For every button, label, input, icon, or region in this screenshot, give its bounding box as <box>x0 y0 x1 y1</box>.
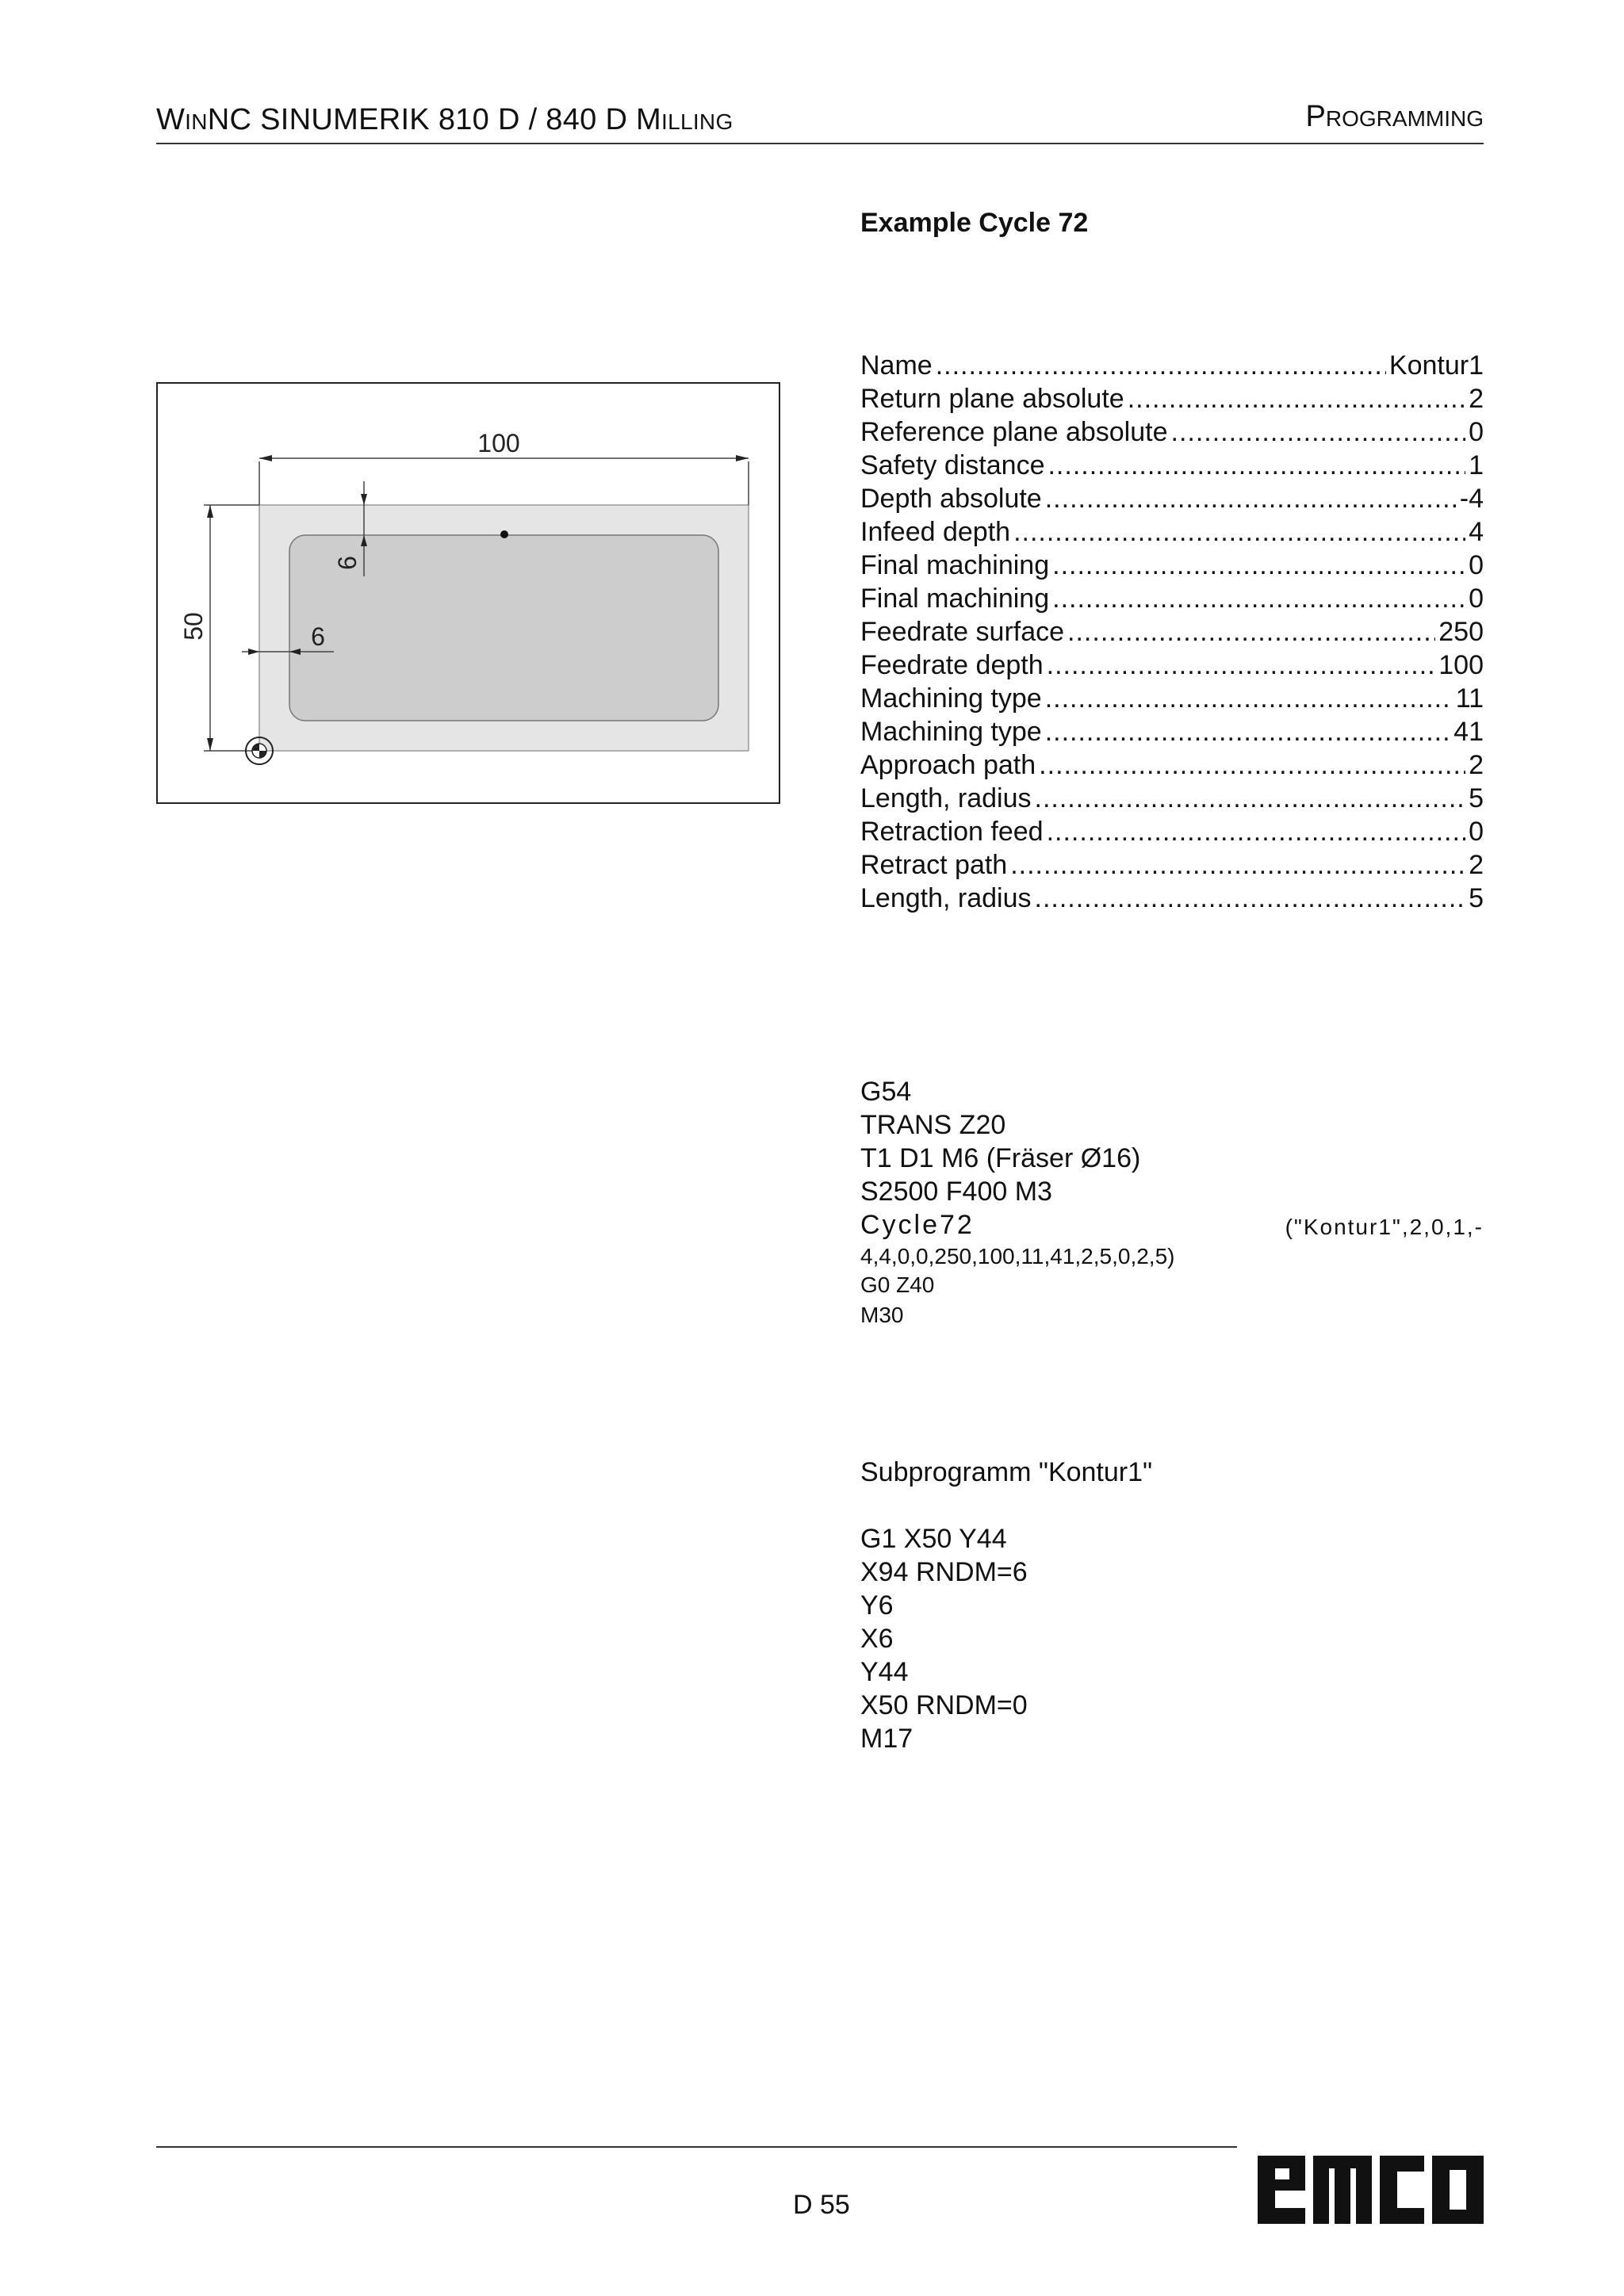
page-number: D 55 <box>793 2190 850 2220</box>
code-line: Y44 <box>860 1657 909 1687</box>
code-line: M17 <box>860 1724 914 1754</box>
start-point <box>500 530 508 538</box>
cycle-call <box>860 1208 1484 1242</box>
list-item: Retraction feed ..... 0 <box>860 815 1484 848</box>
header-section: PROGRAMMING <box>1305 100 1484 133</box>
list-item: Infeed depth ..... 4 <box>860 515 1484 549</box>
offset-x-dim-label: 6 <box>311 622 325 651</box>
list-item: Name ..... Kontur1 <box>860 349 1484 382</box>
code-line: M30 <box>860 1303 904 1327</box>
header-title: WINNC SINUMERIK 810 D / 840 D MILLING <box>156 103 733 136</box>
cycle-parameter-list <box>860 349 1484 915</box>
list-item: Retract path ..... 2 <box>860 848 1484 882</box>
code-line: X94 RNDM=6 <box>860 1557 1028 1587</box>
list-item: Feedrate surface ..... 250 <box>860 615 1484 649</box>
list-item: Return plane absolute ..... 2 <box>860 382 1484 415</box>
subprogram-title: Subprogramm "Kontur1" <box>860 1457 1153 1487</box>
code-line: X50 RNDM=0 <box>860 1690 1028 1720</box>
cycle-arguments-continued: 4,4,0,0,250,100,11,41,2,5,0,2,5) <box>860 1244 1175 1269</box>
list-item: Safety distance ..... 1 <box>860 449 1484 482</box>
list-item: Machining type ..... 41 <box>860 715 1484 748</box>
example-title: Example Cycle 72 <box>860 208 1089 238</box>
code-line: Y6 <box>860 1590 894 1621</box>
list-item: Approach path ..... 2 <box>860 748 1484 782</box>
code-line: TRANS Z20 <box>860 1110 1006 1140</box>
list-item: Length, radius ..... 5 <box>860 782 1484 815</box>
list-item: Length, radius ..... 5 <box>860 882 1484 915</box>
list-item: Final machining ..... 0 <box>860 549 1484 582</box>
height-dim-label: 50 <box>179 612 208 641</box>
code-line: T1 D1 M6 (Fräser Ø16) <box>860 1143 1141 1173</box>
code-line: S2500 F400 M3 <box>860 1177 1052 1207</box>
cycle-arguments: ("Kontur1",2,0,1,- <box>1285 1215 1484 1239</box>
main-program <box>860 1075 1140 1208</box>
list-item: Depth absolute ..... -4 <box>860 482 1484 515</box>
list-item: Final machining ..... 0 <box>860 582 1484 615</box>
list-item: Feedrate depth ..... 100 <box>860 649 1484 682</box>
header-divider <box>156 143 1484 144</box>
code-line: G1 X50 Y44 <box>860 1524 1007 1554</box>
emco-logo <box>1258 2146 1484 2228</box>
offset-y-dim-label: 6 <box>333 556 362 570</box>
list-item: Reference plane absolute ..... 0 <box>860 415 1484 449</box>
footer-divider <box>156 2146 1237 2148</box>
code-line: G0 Z40 <box>860 1272 935 1297</box>
cycle-command: Cycle72 <box>860 1210 975 1240</box>
pocket-drawing <box>156 382 780 804</box>
width-dim-label: 100 <box>477 429 520 457</box>
code-line: G54 <box>860 1077 912 1107</box>
subprogram-code <box>860 1522 1028 1755</box>
list-item: Machining type ..... 11 <box>860 682 1484 715</box>
code-line: X6 <box>860 1624 894 1654</box>
